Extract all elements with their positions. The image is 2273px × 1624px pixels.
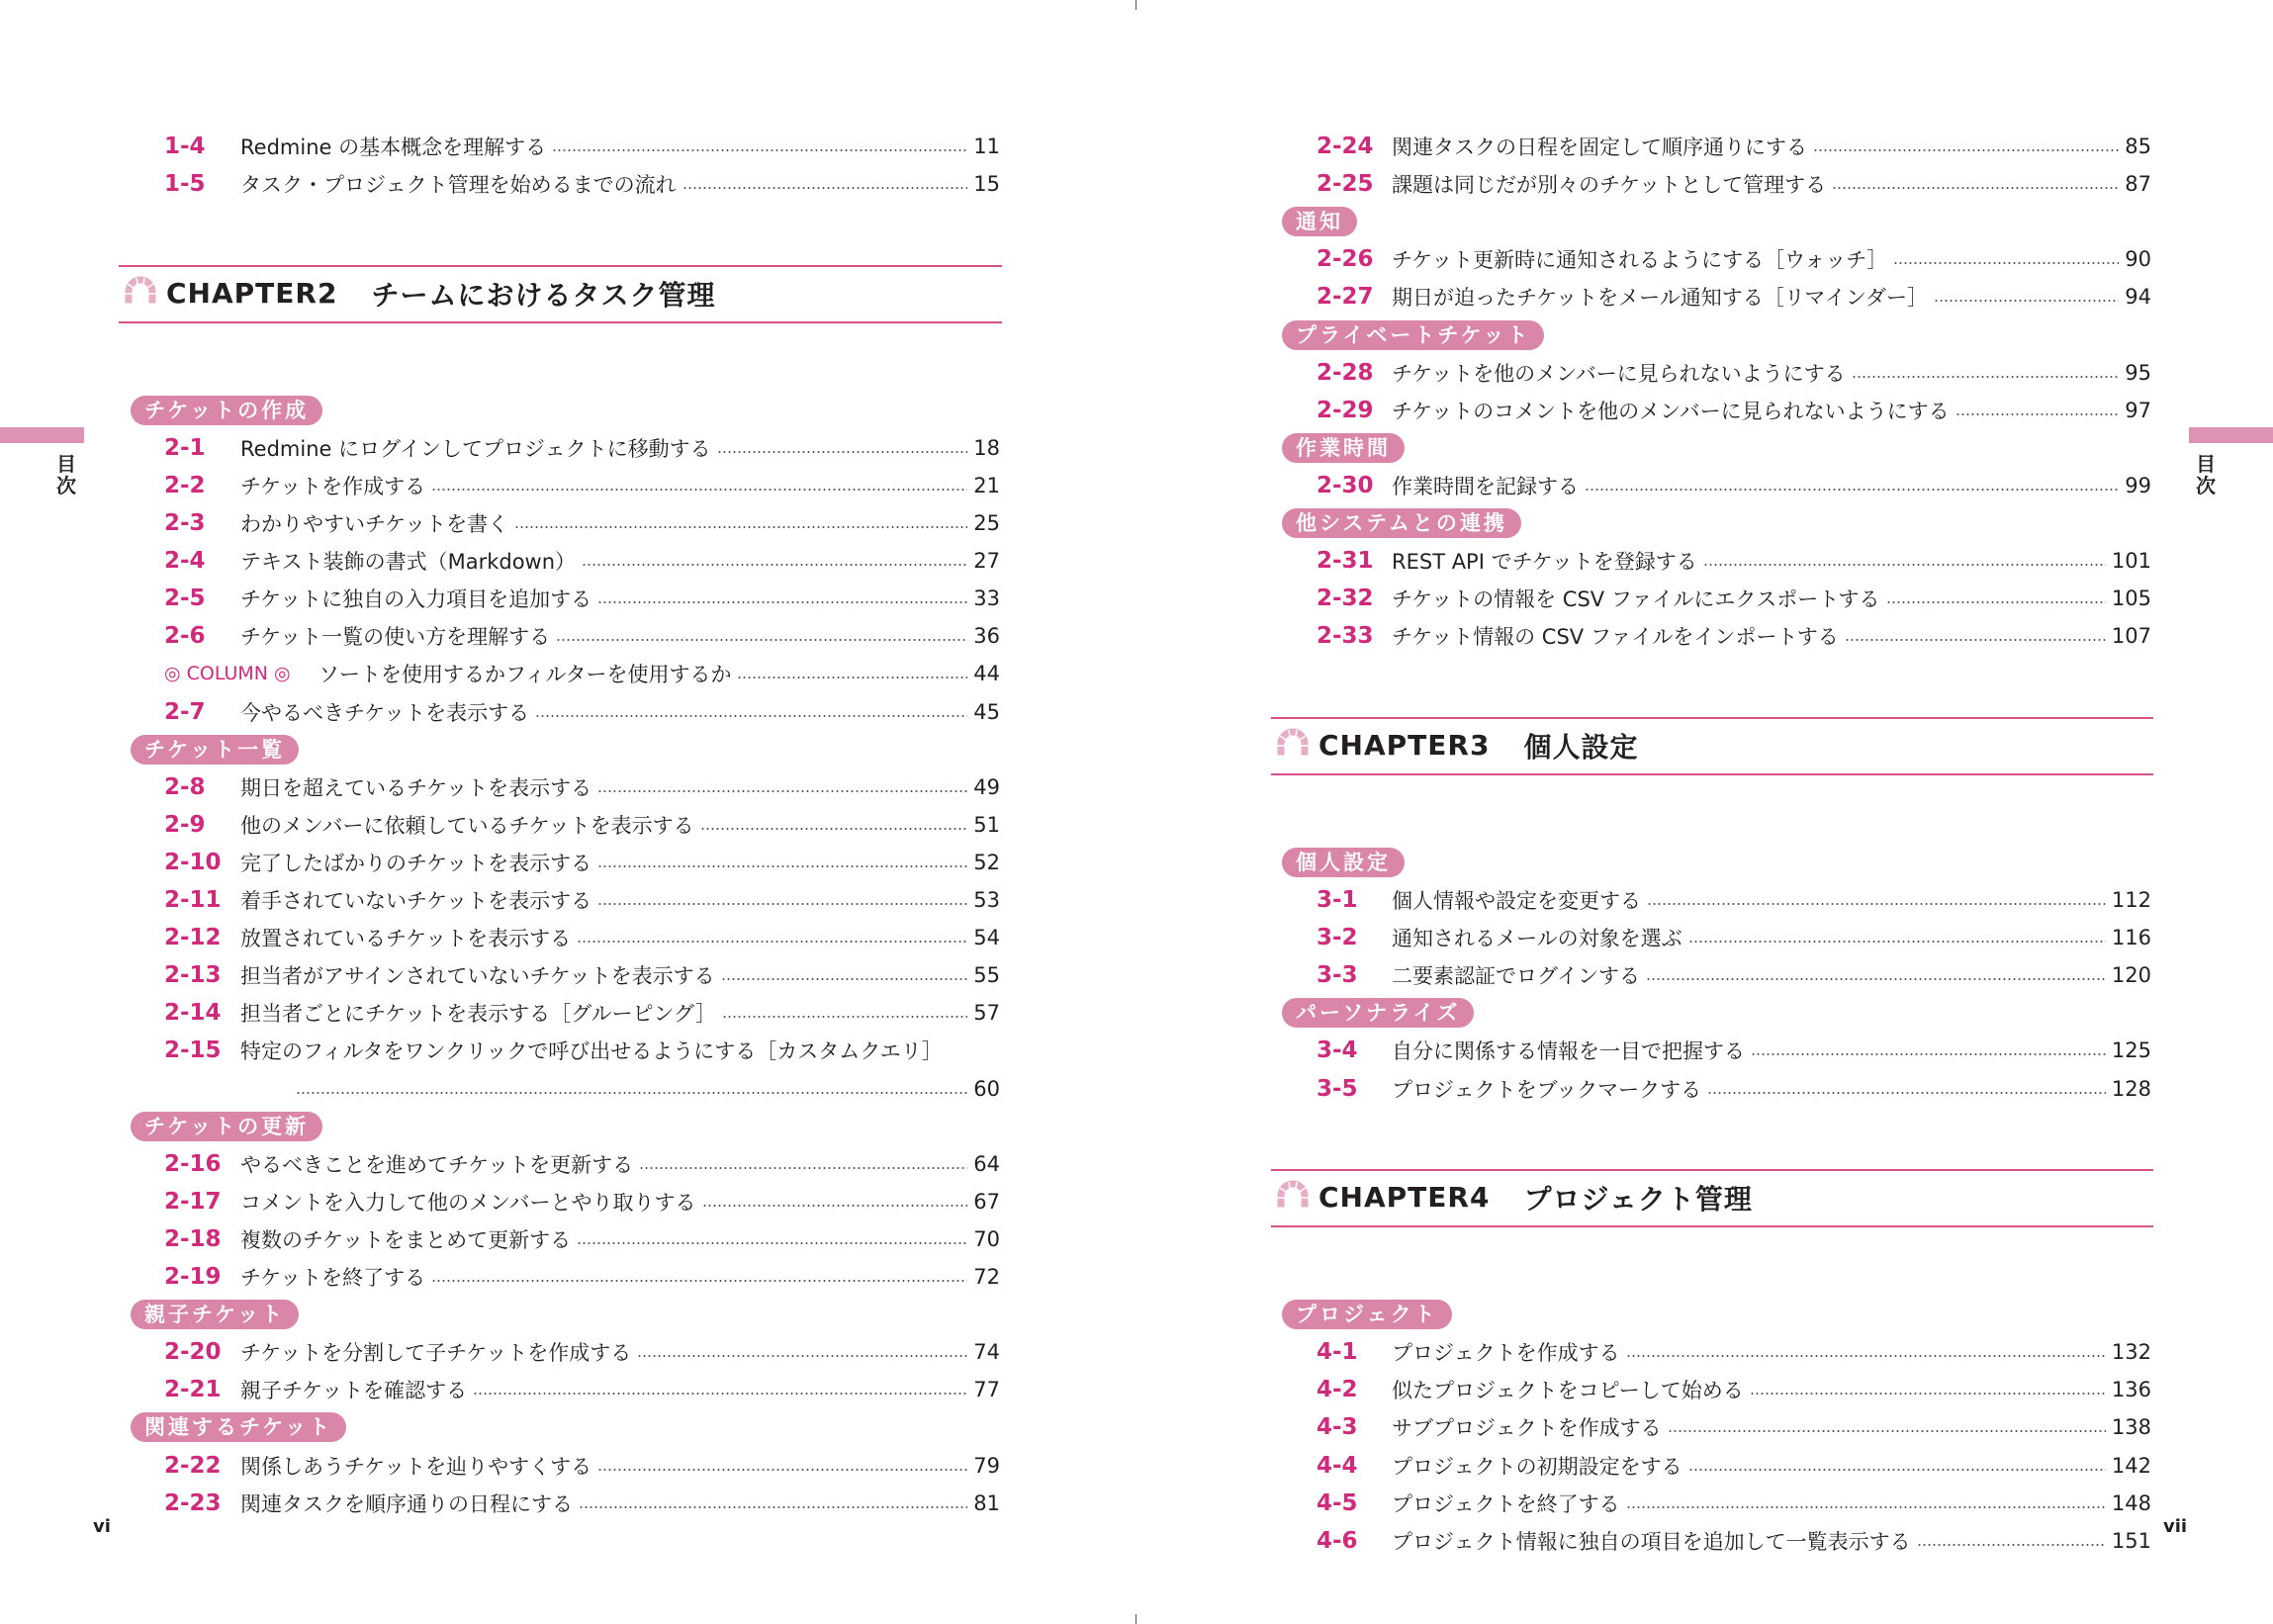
toc-entry[interactable]: [164, 693, 1000, 731]
entry-title: チケットを作成する: [240, 474, 426, 498]
entry-page: 81: [973, 1490, 1000, 1515]
entry-page: 97: [2125, 398, 2151, 422]
entry-title: サブプロジェクトを作成する: [1392, 1416, 1662, 1441]
leader-dots: [1626, 1355, 2106, 1357]
toc-entry[interactable]: [164, 1447, 1000, 1485]
entry-page: 60: [973, 1076, 1000, 1101]
entry-page: 148: [2111, 1490, 2151, 1515]
toc-entry[interactable]: [1317, 1032, 2151, 1069]
left-page: [0, 0, 1136, 1624]
entry-page: 67: [973, 1189, 1000, 1214]
leader-dots: [296, 1092, 967, 1094]
entry-page: 120: [2111, 963, 2151, 988]
entry-number: 4-4: [1317, 1452, 1358, 1479]
entry-title: チケット一覧の使い方を理解する: [240, 625, 551, 650]
leader-dots: [552, 149, 967, 151]
leader-dots: [1934, 300, 2119, 302]
leader-dots: [577, 941, 967, 943]
toc-entry[interactable]: [1317, 542, 2151, 580]
leader-dots: [1646, 978, 2106, 980]
chapter-heading: [1275, 726, 1638, 766]
entry-page: 36: [973, 624, 1000, 649]
toc-entry[interactable]: [1317, 128, 2151, 165]
toc-entry[interactable]: [164, 655, 1000, 692]
entry-title: 担当者ごとにチケットを表示する［グルーピング］: [240, 1002, 717, 1027]
leader-dots: [682, 187, 968, 189]
entry-number: 1-5: [164, 171, 206, 198]
leader-dots: [1893, 262, 2119, 264]
leader-dots: [721, 978, 968, 980]
chapter-rule: [119, 321, 1002, 323]
entry-title: プロジェクトの初期設定をする: [1392, 1454, 1682, 1479]
leader-dots: [1917, 1544, 2106, 1546]
right-page: [1136, 0, 2273, 1624]
toc-entry[interactable]: [1317, 881, 2151, 919]
toc-entry-continuation[interactable]: [290, 1070, 1000, 1108]
section-badge: チケットの更新: [131, 1112, 322, 1141]
chapter-heading: [1275, 1178, 1753, 1218]
entry-page: 27: [973, 549, 1000, 574]
entry-page: 55: [973, 963, 1000, 988]
entry-title: チケットを分割して子チケットを作成する: [240, 1341, 632, 1366]
leader-dots: [556, 639, 967, 641]
leader-dots: [1688, 941, 2106, 943]
entry-number: 3-5: [1317, 1075, 1358, 1102]
entry-title: プロジェクトを作成する: [1392, 1341, 1620, 1366]
entry-number: 1-4: [164, 134, 206, 159]
entry-page: 90: [2125, 247, 2151, 272]
leader-dots: [722, 1016, 967, 1018]
toc-entry[interactable]: [164, 1032, 1000, 1069]
toc-entry[interactable]: [164, 956, 1000, 994]
entry-page: 21: [973, 473, 1000, 497]
entry-number: 2-1: [164, 434, 206, 461]
entry-number: 2-2: [164, 472, 206, 498]
side-index-label: 目次: [2196, 452, 2216, 497]
entry-title: タスク・プロジェクト管理を始めるまでの流れ: [240, 173, 677, 198]
entry-page: 33: [973, 586, 1000, 611]
toc-entry[interactable]: [1317, 956, 2151, 994]
toc-entry[interactable]: [164, 128, 1000, 165]
section-badge: 親子チケット: [131, 1300, 299, 1329]
entry-number: 4-6: [1317, 1527, 1358, 1554]
leader-dots: [1750, 1393, 2106, 1395]
entry-page: 18: [973, 435, 1000, 460]
entry-number: 2-21: [164, 1377, 222, 1403]
leader-dots: [717, 451, 968, 453]
entry-title: 二要素認証でログインする: [1392, 964, 1640, 989]
entry-title: チケットのコメントを他のメンバーに見られないようにする: [1392, 399, 1950, 423]
entry-number: 2-32: [1317, 586, 1374, 612]
entry-number: 2-30: [1317, 472, 1374, 498]
entry-page: 57: [973, 1001, 1000, 1026]
chapter-title: 個人設定: [1523, 730, 1639, 764]
section-badge: プロジェクト: [1282, 1300, 1452, 1329]
entry-page: 151: [2111, 1528, 2151, 1553]
entry-page: 51: [973, 812, 1000, 837]
entry-number: 2-22: [164, 1452, 222, 1479]
entry-title: チケットに独自の入力項目を追加する: [240, 587, 592, 612]
leader-dots: [1751, 1053, 2106, 1055]
entry-page: 70: [973, 1226, 1000, 1251]
toc-entry[interactable]: [1317, 919, 2151, 956]
entry-page: 54: [973, 926, 1000, 950]
entry-number: 2-9: [164, 811, 206, 838]
leader-dots: [1668, 1430, 2106, 1432]
leader-dots: [1955, 413, 2120, 415]
entry-page: 138: [2111, 1415, 2151, 1440]
chapter-arch-icon: [1275, 728, 1318, 763]
entry-number: 2-28: [1317, 359, 1374, 386]
entry-page: 128: [2111, 1076, 2151, 1101]
entry-number: 2-8: [164, 773, 206, 800]
section-badge: 作業時間: [1282, 433, 1405, 463]
toc-entry[interactable]: [1317, 240, 2151, 278]
leader-dots: [1626, 1506, 2106, 1508]
entry-title: 特定のフィルタをワンクリックで呼び出せるようにする［カスタムクエリ］: [240, 1039, 943, 1064]
section-badge: パーソナライズ: [1282, 998, 1474, 1028]
entry-number: 4-3: [1317, 1414, 1358, 1441]
section-badge: チケット一覧: [131, 735, 299, 765]
entry-page: 44: [973, 662, 1000, 686]
entry-title: 今やるべきチケットを表示する: [240, 700, 530, 725]
entry-title: コメントを入力して他のメンバーとやり取りする: [240, 1190, 696, 1215]
toc-entry[interactable]: [1317, 1070, 2151, 1108]
entry-number: 2-23: [164, 1489, 222, 1516]
toc-entry[interactable]: [164, 1371, 1000, 1408]
leader-dots: [579, 1506, 967, 1508]
leader-dots: [1832, 187, 2119, 189]
entry-number: 2-12: [164, 925, 222, 951]
entry-number: 2-14: [164, 1000, 222, 1027]
entry-page: 15: [973, 172, 1000, 197]
entry-title: チケットの情報を CSV ファイルにエクスポートする: [1392, 587, 1880, 612]
leader-dots: [700, 828, 968, 830]
side-index-tab: [0, 427, 84, 443]
entry-page: 112: [2111, 888, 2151, 912]
entry-title: REST API でチケットを登録する: [1392, 550, 1697, 575]
entry-title: 期日を超えているチケットを表示する: [240, 775, 592, 800]
toc-entry[interactable]: [164, 504, 1000, 542]
chapter-label: CHAPTER4: [1318, 1181, 1491, 1215]
entry-title: 期日が迫ったチケットをメール通知する［リマインダー］: [1392, 286, 1929, 311]
entry-number: 2-27: [1317, 284, 1374, 311]
entry-number: 2-18: [164, 1225, 222, 1252]
chapter-title: プロジェクト管理: [1523, 1182, 1753, 1216]
entry-page: 11: [973, 135, 1000, 158]
entry-title: 放置されているチケットを表示する: [240, 927, 572, 951]
chapter-rule: [1271, 717, 2153, 719]
toc-entry[interactable]: [1317, 1371, 2151, 1408]
entry-page: 136: [2111, 1378, 2151, 1402]
chapter-label: CHAPTER2: [166, 277, 338, 311]
entry-page: 87: [2125, 172, 2151, 197]
entry-number: 4-2: [1317, 1377, 1358, 1403]
chapter-rule: [1271, 773, 2153, 775]
entry-number: 2-31: [1317, 548, 1374, 575]
chapter-rule: [119, 265, 1002, 267]
entry-title: チケット情報の CSV ファイルをインポートする: [1392, 625, 1839, 650]
toc-entry[interactable]: [1317, 354, 2151, 392]
leader-dots: [597, 1469, 967, 1471]
leader-dots: [431, 1280, 967, 1282]
entry-page: 99: [2125, 473, 2151, 497]
toc-entry[interactable]: [164, 1145, 1000, 1183]
entry-page: 105: [2111, 586, 2151, 611]
toc-entry[interactable]: [1317, 1408, 2151, 1446]
section-badge: 他システムとの連携: [1282, 508, 1521, 538]
toc-entry[interactable]: [164, 806, 1000, 844]
entry-number: 2-29: [1317, 397, 1374, 423]
leader-dots: [514, 526, 967, 528]
entry-title: Redmine にログインしてプロジェクトに移動する: [240, 436, 711, 461]
toc-entry[interactable]: [164, 467, 1000, 504]
entry-number: 2-16: [164, 1150, 222, 1177]
toc-entry[interactable]: [1317, 1447, 2151, 1485]
entry-number: 2-15: [164, 1038, 222, 1064]
entry-title: チケット更新時に通知されるようにする［ウォッチ］: [1392, 248, 1888, 273]
leader-dots: [597, 601, 967, 603]
toc-entry[interactable]: [1317, 1333, 2151, 1371]
entry-number: 2-10: [164, 849, 222, 875]
toc-entry[interactable]: [1317, 165, 2151, 203]
leader-dots: [737, 677, 967, 678]
entry-page: 77: [973, 1378, 1000, 1402]
toc-entry[interactable]: [1317, 278, 2151, 316]
toc-entry[interactable]: [164, 580, 1000, 617]
leader-dots: [1845, 639, 2106, 641]
section-badge: 関連するチケット: [131, 1412, 346, 1442]
entry-page: 72: [973, 1265, 1000, 1289]
toc-entry[interactable]: [1317, 392, 2151, 429]
leader-dots: [637, 1355, 967, 1357]
entry-title: 関係しあうチケットを辿りやすくする: [240, 1454, 592, 1479]
toc-entry[interactable]: [1317, 467, 2151, 504]
section-badge: 通知: [1282, 207, 1357, 236]
entry-title: チケットを終了する: [240, 1266, 426, 1290]
entry-number: 2-17: [164, 1188, 222, 1215]
chapter-rule: [1271, 1225, 2153, 1227]
leader-dots: [597, 790, 967, 792]
entry-page: 101: [2111, 549, 2151, 574]
entry-title: 担当者がアサインされていないチケットを表示する: [240, 964, 715, 989]
entry-page: 94: [2125, 285, 2151, 310]
entry-page: 85: [2125, 135, 2151, 158]
entry-title: 関連タスクの日程を固定して順序通りにする: [1392, 135, 1807, 159]
entry-title: 通知されるメールの対象を選ぶ: [1392, 927, 1682, 951]
entry-title: 関連タスクを順序通りの日程にする: [240, 1491, 573, 1516]
toc-entry[interactable]: [164, 165, 1000, 203]
toc-entry[interactable]: [1317, 617, 2151, 655]
chapter-rule: [1271, 1169, 2153, 1171]
entry-number: 4-1: [1317, 1339, 1358, 1366]
entry-title: テキスト装飾の書式（Markdown）: [240, 550, 577, 575]
entry-page: 52: [973, 850, 1000, 874]
leader-dots: [702, 1205, 968, 1207]
chapter-title: チームにおけるタスク管理: [371, 278, 716, 312]
leader-dots: [639, 1167, 967, 1169]
entry-number: 2-4: [164, 548, 206, 575]
entry-title: ソートを使用するかフィルターを使用するか: [318, 663, 732, 687]
entry-title: 複数のチケットをまとめて更新する: [240, 1227, 572, 1252]
entry-title: 着手されていないチケットを表示する: [240, 889, 592, 913]
entry-page: 53: [973, 888, 1000, 912]
entry-page: 142: [2111, 1453, 2151, 1478]
entry-number: 2-20: [164, 1339, 222, 1366]
toc-entry[interactable]: [164, 1183, 1000, 1220]
chapter-heading: [123, 274, 715, 314]
entry-title: チケットを他のメンバーに見られないようにする: [1392, 361, 1846, 386]
entry-number: 3-3: [1317, 962, 1358, 989]
entry-title: プロジェクトをブックマークする: [1392, 1077, 1702, 1102]
toc-entry[interactable]: [164, 844, 1000, 881]
entry-number: 2-13: [164, 962, 222, 989]
leader-dots: [1585, 489, 2119, 491]
leader-dots: [473, 1393, 967, 1395]
chapter-arch-icon: [123, 276, 166, 311]
page-number: vi: [93, 1516, 111, 1537]
leader-dots: [597, 865, 967, 867]
page-number: vii: [2163, 1516, 2188, 1537]
entry-number: 2-3: [164, 510, 206, 536]
leader-dots: [1886, 601, 2106, 603]
toc-entry[interactable]: [164, 1333, 1000, 1371]
leader-dots: [597, 903, 967, 905]
leader-dots: [1813, 149, 2119, 151]
entry-title: 完了したばかりのチケットを表示する: [240, 851, 592, 875]
entry-title: 課題は同じだが別々のチケットとして管理する: [1392, 173, 1827, 198]
entry-number: 3-4: [1317, 1038, 1358, 1064]
toc-entry[interactable]: [164, 994, 1000, 1032]
toc-entry[interactable]: [164, 1485, 1000, 1522]
leader-dots: [1703, 564, 2106, 566]
section-badge: 個人設定: [1282, 848, 1405, 877]
leader-dots: [1852, 376, 2120, 378]
chapter-label: CHAPTER3: [1318, 729, 1491, 763]
entry-page: 25: [973, 511, 1000, 535]
toc-entry[interactable]: [164, 542, 1000, 580]
entry-number: 2-5: [164, 586, 206, 612]
entry-number: 3-2: [1317, 925, 1358, 951]
leader-dots: [582, 564, 967, 566]
toc-entry[interactable]: [164, 1258, 1000, 1296]
leader-dots: [431, 489, 967, 491]
entry-title: Redmine の基本概念を理解する: [240, 135, 547, 159]
entry-page: 49: [973, 774, 1000, 799]
side-index-label: 目次: [56, 452, 76, 497]
entry-title: プロジェクトを終了する: [1392, 1491, 1620, 1516]
toc-entry[interactable]: [1317, 1522, 2151, 1560]
entry-page: 107: [2111, 624, 2151, 649]
entry-number: 2-19: [164, 1264, 222, 1290]
entry-number: 2-6: [164, 623, 206, 650]
entry-title: 作業時間を記録する: [1392, 474, 1579, 498]
column-marker: ◎ COLUMN ◎: [164, 663, 291, 685]
entry-page: 95: [2125, 360, 2151, 385]
entry-title: わかりやすいチケットを書く: [240, 512, 509, 536]
toc-entry[interactable]: [164, 617, 1000, 655]
entry-number: 2-33: [1317, 623, 1374, 650]
entry-page: 64: [973, 1151, 1000, 1176]
side-index-tab: [2189, 427, 2273, 443]
entry-page: 132: [2111, 1340, 2151, 1365]
toc-entry[interactable]: [1317, 1485, 2151, 1522]
entry-page: 74: [973, 1340, 1000, 1365]
entry-number: 2-7: [164, 698, 206, 725]
toc-entry[interactable]: [164, 768, 1000, 806]
toc-entry[interactable]: [1317, 580, 2151, 617]
leader-dots: [577, 1242, 967, 1244]
entry-number: 2-26: [1317, 246, 1374, 273]
entry-number: 2-24: [1317, 134, 1374, 159]
entry-title: 個人情報や設定を変更する: [1392, 889, 1641, 913]
entry-page: 116: [2111, 926, 2151, 950]
entry-page: 79: [973, 1453, 1000, 1478]
entry-page: 45: [973, 699, 1000, 724]
entry-number: 2-11: [164, 887, 222, 913]
toc-entry[interactable]: [164, 1220, 1000, 1258]
toc-entry[interactable]: [164, 429, 1000, 467]
toc-entry[interactable]: [164, 881, 1000, 919]
entry-page: 125: [2111, 1038, 2151, 1063]
entry-title: 他のメンバーに依頼しているチケットを表示する: [240, 813, 694, 838]
entry-number: 2-25: [1317, 171, 1374, 198]
leader-dots: [1707, 1092, 2106, 1094]
entry-title: プロジェクト情報に独自の項目を追加して一覧表示する: [1392, 1529, 1911, 1554]
leader-dots: [1647, 903, 2106, 905]
section-badge: プライベートチケット: [1282, 320, 1544, 350]
toc-entry[interactable]: [164, 919, 1000, 956]
entry-number: 4-5: [1317, 1489, 1358, 1516]
entry-number: 3-1: [1317, 887, 1358, 913]
entry-title: 自分に関係する情報を一目で把握する: [1392, 1039, 1745, 1064]
chapter-arch-icon: [1275, 1180, 1318, 1215]
leader-dots: [535, 715, 967, 717]
section-badge: チケットの作成: [131, 396, 322, 425]
entry-title: 親子チケットを確認する: [240, 1379, 468, 1403]
leader-dots: [1688, 1469, 2106, 1471]
entry-title: 似たプロジェクトをコピーして始める: [1392, 1379, 1744, 1403]
entry-title: やるべきことを進めてチケットを更新する: [240, 1152, 634, 1177]
